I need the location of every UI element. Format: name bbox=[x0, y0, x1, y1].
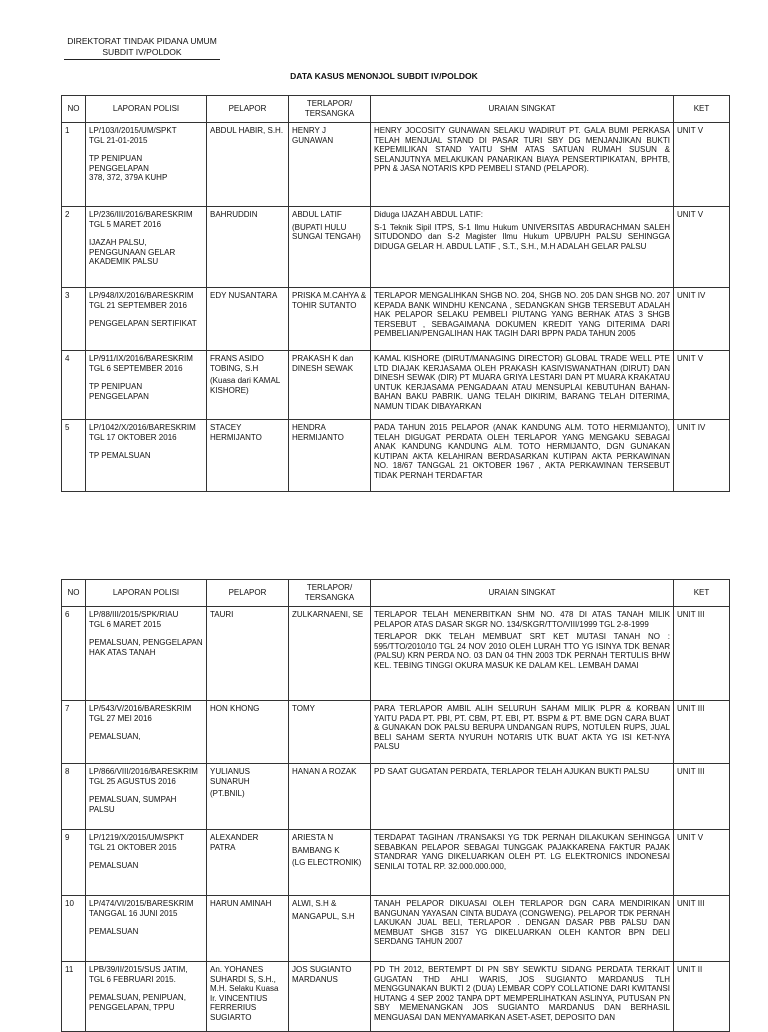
table-row bbox=[62, 896, 730, 962]
col-header-pelapor: PELAPOR bbox=[207, 580, 289, 607]
cell-uraian bbox=[371, 962, 674, 1032]
cell-pelapor bbox=[207, 123, 289, 207]
pelapor-line: TAURI bbox=[210, 610, 234, 619]
cell-no: 7 bbox=[62, 701, 86, 764]
document-title: DATA KASUS MENONJOL SUBDIT IV/POLDOK bbox=[290, 71, 478, 81]
cell-terlapor bbox=[289, 288, 371, 351]
pelapor-line: BAHRUDDIN bbox=[210, 210, 258, 219]
laporan-line: PEMALSUAN bbox=[89, 927, 139, 937]
laporan-line: LPB/39/II/2015/SUS JATIM, bbox=[89, 965, 188, 974]
laporan-line: TGL 5 MARET 2016 bbox=[89, 219, 162, 229]
cell-terlapor bbox=[289, 351, 371, 420]
pelapor-line: (Kuasa dari KAMAL KISHORE) bbox=[210, 376, 280, 395]
table-body bbox=[62, 123, 730, 492]
uraian-paragraph: TERLAPOR TELAH MENERBITKAN SHM NO. 478 DI ATAS TANAH MILIK PELAPOR ATAS DASAR SKGR NO. 134/SKGR/TTO/VIII/1999 TGL 2-8-1999 bbox=[374, 610, 670, 629]
terlapor-line: ABDUL LATIF bbox=[292, 210, 342, 219]
cell-no: 6 bbox=[62, 607, 86, 701]
cell-ket: UNIT III bbox=[674, 607, 730, 701]
laporan-line: TGL 21 SEPTEMBER 2016 bbox=[89, 300, 187, 310]
terlapor-line: HENDRA HERMIJANTO bbox=[292, 423, 344, 442]
cell-ket: UNIT V bbox=[674, 123, 730, 207]
laporan-line: LP/236/III/2016/BARESKRIM bbox=[89, 210, 193, 219]
uraian-paragraph: Diduga IJAZAH ABDUL LATIF: bbox=[374, 210, 483, 219]
table-row bbox=[62, 351, 730, 420]
cell-terlapor bbox=[289, 420, 371, 492]
laporan-line: LP/911/IX/2016/BARESKRIM bbox=[89, 354, 193, 363]
uraian-paragraph: PADA TAHUN 2015 PELAPOR (ANAK KANDUNG ALM. TOTO HERMIJANTO), TELAH DIGUGAT PERDATA OLEH TERLAPOR YANG MENGAKU SEBAGAI ANAK KANDUNG KANDUNG ALM. TOTO HERMIJANTO, DGN GUNAKAN KUTIPAN AKTA KELAHIRAN BERDASARKAN KUTIPAN AKTA PERKAWINAN NO. 18/67 TANGGAL 21 OKTOBER 1967 , AKTA PERKAWINAN TERSEBUT TIDAK PERNAH TERDAFTAR bbox=[374, 423, 670, 480]
laporan-line: LP/948/IX/2016/BARESKRIM bbox=[89, 291, 194, 300]
cell-ket: UNIT III bbox=[674, 764, 730, 830]
cell-ket: UNIT V bbox=[674, 830, 730, 896]
cell-pelapor bbox=[207, 701, 289, 764]
cell-pelapor bbox=[207, 607, 289, 701]
terlapor-line: MANGAPUL, S.H bbox=[292, 911, 355, 921]
cell-terlapor bbox=[289, 764, 371, 830]
uraian-paragraph: TERLAPOR DKK TELAH MEMBUAT SRT KET MUTASI TANAH NO : 595/TTO/2010/10 TGL 24 NOV 2010 OLEH LURAH TTO YG ISINYA TDK BENAR (PALSU) KRN PERDA NO. 03 DAN 04 THN 2003 TDK PERNAH TERTULIS BHW KEL. TEBING TINGGI OKURA MASUK KE DALAM KEL. LEMBAH DAMAI bbox=[374, 632, 670, 670]
pelapor-line: ALEXANDER PATRA bbox=[210, 833, 259, 852]
cell-pelapor bbox=[207, 830, 289, 896]
laporan-line: TGL 6 SEPTEMBER 2016 bbox=[89, 363, 183, 373]
uraian-paragraph: TERDAPAT TAGIHAN /TRANSAKSI YG TDK PERNAH DILAKUKAN SEHINGGA SEBABKAN PELAPOR SEBAGAI TUNGGAK PAJAKKARENA FAKTUR PAJAK STANDRAR YANG DIKELUARKAN OLEH PT. LG ELEKTRONICS INDONESAI SENILAI TOTAL RP. 32.000.000.000, bbox=[374, 833, 670, 871]
laporan-line: LP/1042/X/2016/BARESKRIM bbox=[89, 423, 196, 432]
pelapor-line: YULIANUS SUNARUH bbox=[210, 767, 251, 786]
terlapor-line: ZULKARNAENI, SE bbox=[292, 610, 364, 619]
pelapor-line: An. YOHANES SUHARDI S, S.H., M.H. Selaku Kuasa Ir. VINCENTIUS FERRERIUS SUGIARTO bbox=[210, 965, 279, 1022]
case-table-2 bbox=[61, 579, 730, 1032]
col-header-laporan-polisi: LAPORAN POLISI bbox=[86, 96, 207, 123]
terlapor-line: JOS SUGIANTO MARDANUS bbox=[292, 965, 352, 984]
table-row bbox=[62, 764, 730, 830]
terlapor-line: BAMBANG K bbox=[292, 845, 340, 855]
header-line-1: DIREKTORAT TINDAK PIDANA UMUM bbox=[67, 36, 217, 46]
table-row bbox=[62, 420, 730, 492]
table-row bbox=[62, 607, 730, 701]
uraian-paragraph: S-1 Teknik Sipil ITPS, S-1 Ilmu Hukum UNIVERSITAS ABDURACHMAN SALEH SITUDONDO dan S-2 Magister Ilmu Hukum UPB/UPH PALSU SEHINGGA DIDUGA GELAR H. ABDUL LATIF , S.T., S.H., M.H ADALAH GELAR PALSU bbox=[374, 222, 670, 251]
terlapor-line: ALWI, S.H & bbox=[292, 899, 337, 908]
terlapor-line: TOMY bbox=[292, 704, 315, 713]
cell-no: 4 bbox=[62, 351, 86, 420]
cell-ket: UNIT II bbox=[674, 962, 730, 1032]
cell-laporan-polisi bbox=[86, 123, 207, 207]
cell-no: 5 bbox=[62, 420, 86, 492]
table-row bbox=[62, 288, 730, 351]
laporan-line: LP/103/I/2015/UM/SPKT bbox=[89, 126, 177, 135]
laporan-line: LP/1219/X/2015/UM/SPKT bbox=[89, 833, 185, 842]
cell-laporan-polisi bbox=[86, 351, 207, 420]
cell-laporan-polisi bbox=[86, 701, 207, 764]
cell-uraian bbox=[371, 701, 674, 764]
uraian-paragraph: TANAH PELAPOR DIKUASAI OLEH TERLAPOR DGN CARA MENDIRIKAN BANGUNAN YAYASAN CINTA BUDAYA (CONGWENG). PELAPOR TDK PERNAH LAKUKAN JUAL BELI, TERLAPOR . DENGAN DASAR PBB PALSU DAN MEMBUAT SHGB 3157 YG DIKELUARKAN OLEH KANTOR BPN DELI SERDANG TAHUN 2007 bbox=[374, 899, 670, 947]
table-header-row bbox=[62, 580, 730, 607]
cell-no: 3 bbox=[62, 288, 86, 351]
laporan-line: PEMALSUAN, SUMPAH PALSU bbox=[89, 795, 177, 814]
cell-no: 8 bbox=[62, 764, 86, 830]
cell-laporan-polisi bbox=[86, 830, 207, 896]
laporan-line: TGL 21 OKTOBER 2015 bbox=[89, 842, 177, 852]
cell-ket: UNIT IV bbox=[674, 288, 730, 351]
uraian-paragraph: HENRY JOCOSITY GUNAWAN SELAKU WADIRUT PT. GALA BUMI PERKASA TELAH MENJUAL STAND DI PASAR TURI SBY DG MENJANJIKAN BUKTI KEPEMILIKAN STAND YAITU SHM ATAS SATUAN RUMAH SUSUN & SELANJUTNYA MELAKUKAN PANARIKAN BIAYA PENSERTIPIKATAN, BPHTB, PPN & JASA NOTARIS KPD PEMBELI STAND (PELAPOR). bbox=[374, 126, 670, 174]
cell-terlapor bbox=[289, 962, 371, 1032]
col-header-ket: KET bbox=[674, 580, 730, 607]
laporan-line: TGL 25 AGUSTUS 2016 bbox=[89, 776, 176, 786]
cell-uraian bbox=[371, 288, 674, 351]
laporan-line: TGL 6 MARET 2015 bbox=[89, 619, 162, 629]
laporan-line: TP PENIPUAN PENGGELAPAN bbox=[89, 382, 149, 401]
terlapor-line: HANAN A ROZAK bbox=[292, 767, 357, 776]
uraian-paragraph: PD TH 2012, BERTEMPT DI PN SBY SEWKTU SIDANG PERDATA TERKAIT GUGATAN THD AHLI WARIS, JOS SUGIANTO MARDANUS TLH MENGGUNAKAN BUKTI 2 (DUA) LEMBAR COPY COLLATIONE DARI KWITANSI HUTANG 4 SEP 2002 TANPA DPT MEMPERLIHATKAN ASLINYA, PUTUSAN PN SBY MEMENANGKAN JOS SUGIANTO MARDANUS DAN BERHASIL MENGUASAI DAN MENYAMARKAN ASET-ASET, DEPOSITO DAN bbox=[374, 965, 670, 1022]
cell-laporan-polisi bbox=[86, 288, 207, 351]
document-header bbox=[64, 36, 220, 60]
laporan-line: PENGGELAPAN SERTIFIKAT bbox=[89, 319, 197, 329]
cell-uraian bbox=[371, 607, 674, 701]
cell-terlapor bbox=[289, 896, 371, 962]
table-row bbox=[62, 701, 730, 764]
cell-ket: UNIT III bbox=[674, 896, 730, 962]
cell-ket: UNIT III bbox=[674, 701, 730, 764]
laporan-line: LP/88/III/2015/SPK/RIAU bbox=[89, 610, 179, 619]
laporan-line: LP/474/VI/2015/BARESKRIM bbox=[89, 899, 194, 908]
table-row bbox=[62, 207, 730, 288]
laporan-line: TGL 17 OKTOBER 2016 bbox=[89, 432, 177, 442]
laporan-line: TP PENIPUAN PENGGELAPAN bbox=[89, 154, 149, 173]
cell-terlapor bbox=[289, 701, 371, 764]
cell-terlapor bbox=[289, 123, 371, 207]
case-table-1 bbox=[61, 95, 730, 492]
cell-uraian bbox=[371, 764, 674, 830]
cell-laporan-polisi bbox=[86, 207, 207, 288]
cell-pelapor bbox=[207, 207, 289, 288]
table-row bbox=[62, 123, 730, 207]
cell-no: 1 bbox=[62, 123, 86, 207]
pelapor-line: (PT.BNIL) bbox=[210, 789, 245, 799]
table-row bbox=[62, 830, 730, 896]
laporan-line: TGL 6 FEBRUARI 2015. bbox=[89, 974, 176, 984]
pelapor-line: FRANS ASIDO TOBING, S.H bbox=[210, 354, 264, 373]
col-header-no: NO bbox=[62, 96, 86, 123]
col-header-pelapor: PELAPOR bbox=[207, 96, 289, 123]
uraian-paragraph: TERLAPOR MENGALIHKAN SHGB NO. 204, SHGB NO. 205 DAN SHGB NO. 207 KEPADA BANK WINDHU KENCANA , SEDANGKAN SHGB TERSEBUT ADALAH HAK PELAPOR SELAKU PEMBELI PIUTANG YANG BERHAK ATAS 3 SHGB TERSEBUT , SEBAGAIMANA DOKUMEN KREDIT YANG DITERIMA DARI PEMBELIAN/PENGALIHAN HAK TAGIH DARI BPPN PADA TAHUN 2005 bbox=[374, 291, 670, 339]
cell-terlapor bbox=[289, 830, 371, 896]
cell-laporan-polisi bbox=[86, 764, 207, 830]
cell-pelapor bbox=[207, 764, 289, 830]
laporan-line: TP PEMALSUAN bbox=[89, 451, 151, 461]
terlapor-line: HENRY J GUNAWAN bbox=[292, 126, 334, 145]
cell-no: 11 bbox=[62, 962, 86, 1032]
cell-uraian bbox=[371, 351, 674, 420]
terlapor-line: ARIESTA N bbox=[292, 833, 334, 842]
laporan-line: TANGGAL 16 JUNI 2015 bbox=[89, 908, 178, 918]
uraian-paragraph: PD SAAT GUGATAN PERDATA, TERLAPOR TELAH AJUKAN BUKTI PALSU bbox=[374, 767, 650, 776]
pelapor-line: STACEY HERMIJANTO bbox=[210, 423, 262, 442]
col-header-terlapor: TERLAPOR/ TERSANGKA bbox=[289, 96, 371, 123]
laporan-line: PEMALSUAN, PENGGELAPAN HAK ATAS TANAH bbox=[89, 638, 203, 657]
cell-laporan-polisi bbox=[86, 420, 207, 492]
cell-no: 10 bbox=[62, 896, 86, 962]
laporan-line: LP/543/V/2016/BARESKRIM bbox=[89, 704, 192, 713]
terlapor-line: PRAKASH K dan DINESH SEWAK bbox=[292, 354, 354, 373]
cell-laporan-polisi bbox=[86, 607, 207, 701]
laporan-line: 378, 372, 379A KUHP bbox=[89, 173, 168, 183]
laporan-line: PEMALSUAN, PENIPUAN, PENGGELAPAN, TPPU bbox=[89, 993, 186, 1012]
cell-terlapor bbox=[289, 207, 371, 288]
header-line-2: SUBDIT IV/POLDOK bbox=[64, 47, 220, 60]
cell-pelapor bbox=[207, 896, 289, 962]
cell-uraian bbox=[371, 123, 674, 207]
cell-uraian bbox=[371, 830, 674, 896]
cell-no: 9 bbox=[62, 830, 86, 896]
laporan-line: TGL 21-01-2015 bbox=[89, 135, 148, 145]
cell-ket: UNIT V bbox=[674, 207, 730, 288]
terlapor-line: PRISKA M.CAHYA & TOHIR SUTANTO bbox=[292, 291, 367, 310]
cell-laporan-polisi bbox=[86, 962, 207, 1032]
cell-uraian bbox=[371, 896, 674, 962]
laporan-line: TGL 27 MEI 2016 bbox=[89, 713, 152, 723]
col-header-uraian: URAIAN SINGKAT bbox=[371, 580, 674, 607]
laporan-line: IJAZAH PALSU, PENGGUNAAN GELAR AKADEMIK PALSU bbox=[89, 238, 176, 267]
terlapor-line: (LG ELECTRONIK) bbox=[292, 858, 362, 868]
col-header-laporan-polisi: LAPORAN POLISI bbox=[86, 580, 207, 607]
laporan-line: PEMALSUAN bbox=[89, 861, 139, 871]
cell-pelapor bbox=[207, 420, 289, 492]
pelapor-line: HARUN AMINAH bbox=[210, 899, 272, 908]
cell-uraian bbox=[371, 420, 674, 492]
col-header-terlapor: TERLAPOR/ TERSANGKA bbox=[289, 580, 371, 607]
cell-laporan-polisi bbox=[86, 896, 207, 962]
cell-ket: UNIT IV bbox=[674, 420, 730, 492]
table-header-row bbox=[62, 96, 730, 123]
col-header-uraian: URAIAN SINGKAT bbox=[371, 96, 674, 123]
col-header-ket: KET bbox=[674, 96, 730, 123]
cell-pelapor bbox=[207, 351, 289, 420]
terlapor-line: (BUPATI HULU SUNGAI TENGAH) bbox=[292, 222, 361, 242]
table-body bbox=[62, 607, 730, 1032]
cell-ket: UNIT V bbox=[674, 351, 730, 420]
uraian-paragraph: KAMAL KISHORE (DIRUT/MANAGING DIRECTOR) GLOBAL TRADE WELL PTE LTD DIAJAK KERJASAMA OLEH PRAKASH KASIVISWANATHAN (DIRUT) DAN DINESH SEWAK (DIR) PT MUARA GRIYA LESTARI DAN PT MUARA KRAKATAU UNTUK KERJASAMA PENGADAAN ATAU MENSUPLAI KEBUTUHAN BAHAN-BAHAN BAKU PABRIK. UANG TELAH DIKIRIM, BARANG TELAH DITERIMA, NAMUN TIDAK DIBAYARKAN bbox=[374, 354, 670, 411]
cell-pelapor bbox=[207, 962, 289, 1032]
table-row bbox=[62, 962, 730, 1032]
pelapor-line: HON KHONG bbox=[210, 704, 260, 713]
cell-uraian bbox=[371, 207, 674, 288]
uraian-paragraph: PARA TERLAPOR AMBIL ALIH SELURUH SAHAM MILIK PLPR & KORBAN YAITU PADA PT. PBI, PT. CBM, PT. EBI, PT. BSPM & PT. BME DGN CARA BUAT & GUNAKAN DOK PALSU BERUPA UNDANGAN RUPS, NOTULEN RUPS, JUAL BELI SAHAM SERTA NYURUH NOTARIS UTK BUAT AKTA YG ISI KET-NYA PALSU bbox=[374, 704, 670, 752]
laporan-line: PEMALSUAN, bbox=[89, 732, 141, 742]
cell-pelapor bbox=[207, 288, 289, 351]
laporan-line: LP/866/VIII/2016/BARESKRIM bbox=[89, 767, 198, 776]
pelapor-line: ABDUL HABIR, S.H. bbox=[210, 126, 284, 135]
pelapor-line: EDY NUSANTARA bbox=[210, 291, 278, 300]
col-header-no: NO bbox=[62, 580, 86, 607]
cell-terlapor bbox=[289, 607, 371, 701]
cell-no: 2 bbox=[62, 207, 86, 288]
